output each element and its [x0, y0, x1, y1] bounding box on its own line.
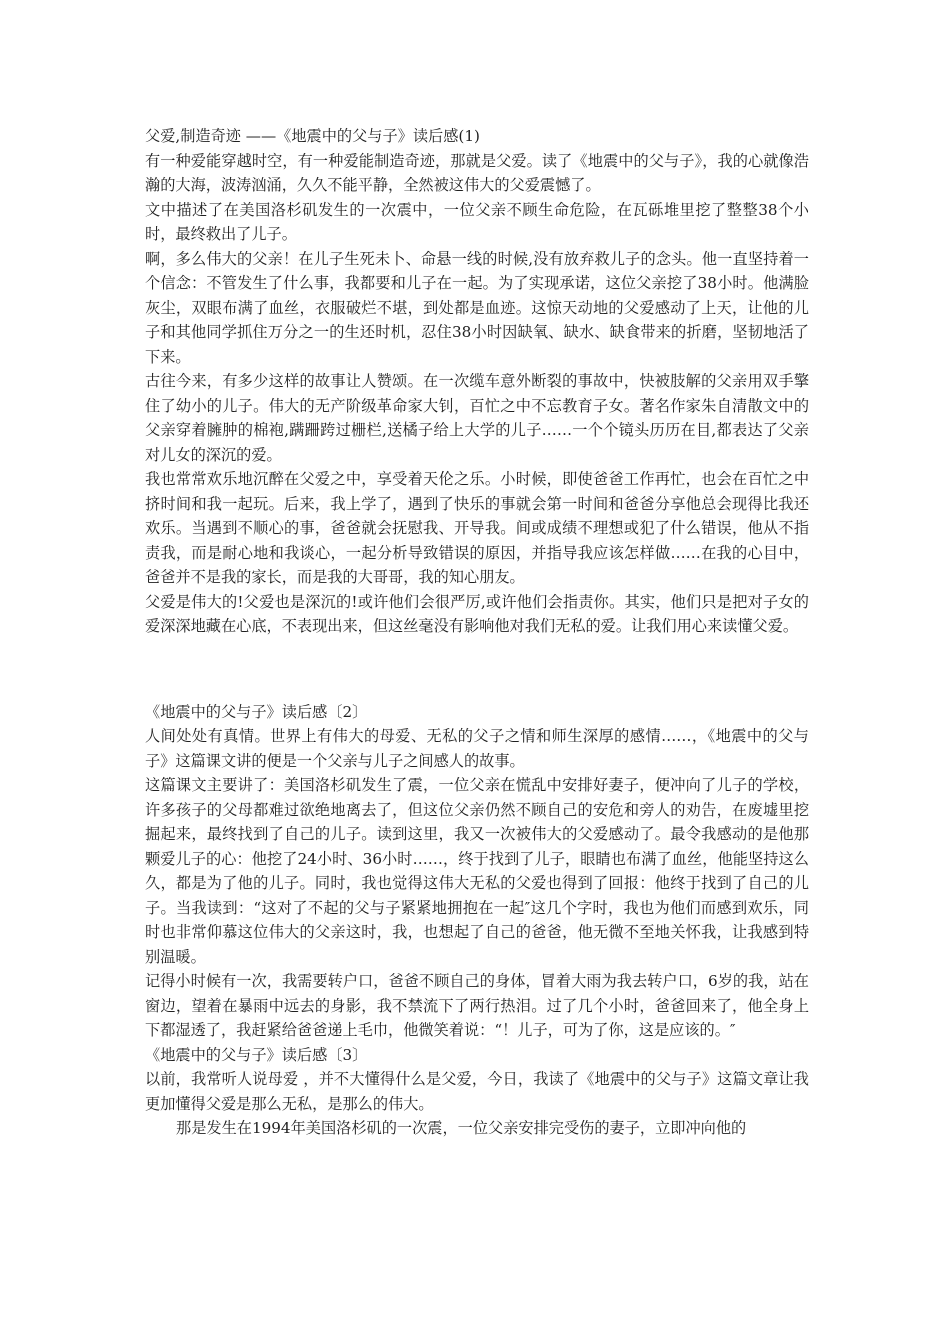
essay-1-paragraph-1: 有一种爱能穿越时空，有一种爱能制造奇迹，那就是父爱。读了《地震中的父与子》，我的心就像浩瀚的大海，波涛汹涌，久久不能平静，全然被这伟大的父爱震憾了。	[145, 151, 809, 194]
essay-2-paragraph-2: 这篇课文主要讲了：美国洛杉矶发生了震，一位父亲在慌乱中安排好妻子，便冲向了儿子的学校，许多孩子的父母都难过欲绝地离去了，但这位父亲仍然不顾自己的安危和旁人的劝告，在废墟里挖掘起来，最终找到了自己的儿子。读到这里，我又一次被伟大的父爱感动了。最令我感动的是他那颗爱儿子的心：他挖了24小时、36小时……，终于找到了儿子，眼睛也布满了血丝，他能坚持这么久，都是为了他的儿子。同时，我也觉得这伟大无私的父爱也得到了回报：他终于找到了自己的儿子。当我读到：“这对了不起的父与子紧紧地拥抱在一起″这几个字时，我也为他们而感到欢乐，同时也非常仰慕这位伟大的父亲这时，我，也想起了自己的爸爸，他无微不至地关怀我，让我感到特别温暖。	[145, 776, 809, 966]
essay-1-paragraph-6: 父爱是伟大的!父爱也是深沉的!或许他们会很严厉,或许他们会指责你。其实，他们只是把对子女的爱深深地藏在心底，不表现出来，但这丝毫没有影响他对我们无私的爱。让我们用心来读懂父爱。	[145, 592, 809, 635]
essay-1-paragraph-3: 啊，多么伟大的父亲！在儿子生死未卜、命悬一线的时候,没有放弃救儿子的念头。他一直坚持着一个信念：不管发生了什么事，我都要和儿子在一起。为了实现承诺，这位父亲挖了38小时。他满脸灰尘，双眼布满了血丝，衣服破烂不堪，到处都是血迹。这惊天动地的父爱感动了上天，让他的儿子和其他同学抓住万分之一的生还时机，忍住38小时因缺氧、缺水、缺食带来的折磨，坚韧地活了下来。	[145, 249, 809, 366]
essay-1-title: 父爱,制造奇迹 ——《地震中的父与子》读后感(1)	[145, 127, 480, 145]
section-spacer	[145, 639, 809, 700]
essay-2-title: 《地震中的父与子》读后感〔2〕	[145, 702, 368, 721]
essay-2-paragraph-3: 记得小时候有一次，我需要转户口，爸爸不顾自己的身体，冒着大雨为我去转户口，6岁的我，站在窗边，望着在暴雨中远去的身影，我不禁流下了两行热泪。过了几个小时，爸爸回来了，他全身上下都湿透了，我赶紧给爸爸递上毛巾，他微笑着说：“！儿子，可为了你，这是应该的。″	[145, 972, 809, 1039]
essay-3-paragraph-2: 那是发生在1994年美国洛杉矶的一次震，一位父亲安排完受伤的妻子，立即冲向他的	[176, 1119, 747, 1137]
essay-1-paragraph-5: 我也常常欢乐地沉醉在父爱之中，享受着天伦之乐。小时候，即使爸爸工作再忙，也会在百忙之中挤时间和我一起玩。后来，我上学了，遇到了快乐的事就会第一时间和爸爸分享他总会现得比我还欢乐。当遇到不顺心的事，爸爸就会抚慰我、开导我。间或成绩不理想或犯了什么错误，他从不指责我，而是耐心地和我谈心，一起分析导致错误的原因，并指导我应该怎样做……在我的心目中，爸爸并不是我的家长，而是我的大哥哥，我的知心朋友。	[145, 470, 809, 586]
essay-1-paragraph-2: 文中描述了在美国洛杉矶发生的一次震中，一位父亲不顾生命危险，在瓦砾堆里挖了整整38个小时，最终救出了儿子。	[145, 200, 809, 243]
document-page	[145, 124, 809, 1141]
essay-1-paragraph-4: 古往今来，有多少这样的故事让人赞颂。在一次缆车意外断裂的事故中，快被肢解的父亲用双手擎住了幼小的儿子。伟大的无产阶级革命家大钊，百忙之中不忘教育子女。著名作家朱自清散文中的父亲穿着臃肿的棉袍,蹒跚跨过栅栏,送橘子给上大学的儿子……一个个镜头历历在目,都表达了父亲对儿女的深沉的爱。	[145, 372, 809, 464]
essay-2-paragraph-1: 人间处处有真情。世界上有伟大的母爱、无私的父子之情和师生深厚的感情……，《地震中的父与子》这篇课文讲的便是一个父亲与儿子之间感人的故事。	[145, 727, 809, 770]
essay-3-paragraph-1: 以前，我常听人说母爱 ，并不大懂得什么是父爱，今日，我读了《地震中的父与子》这篇文章让我更加懂得父爱是那么无私，是那么的伟大。	[145, 1070, 809, 1113]
essay-3-title: 《地震中的父与子》读后感〔3〕	[145, 1045, 368, 1064]
